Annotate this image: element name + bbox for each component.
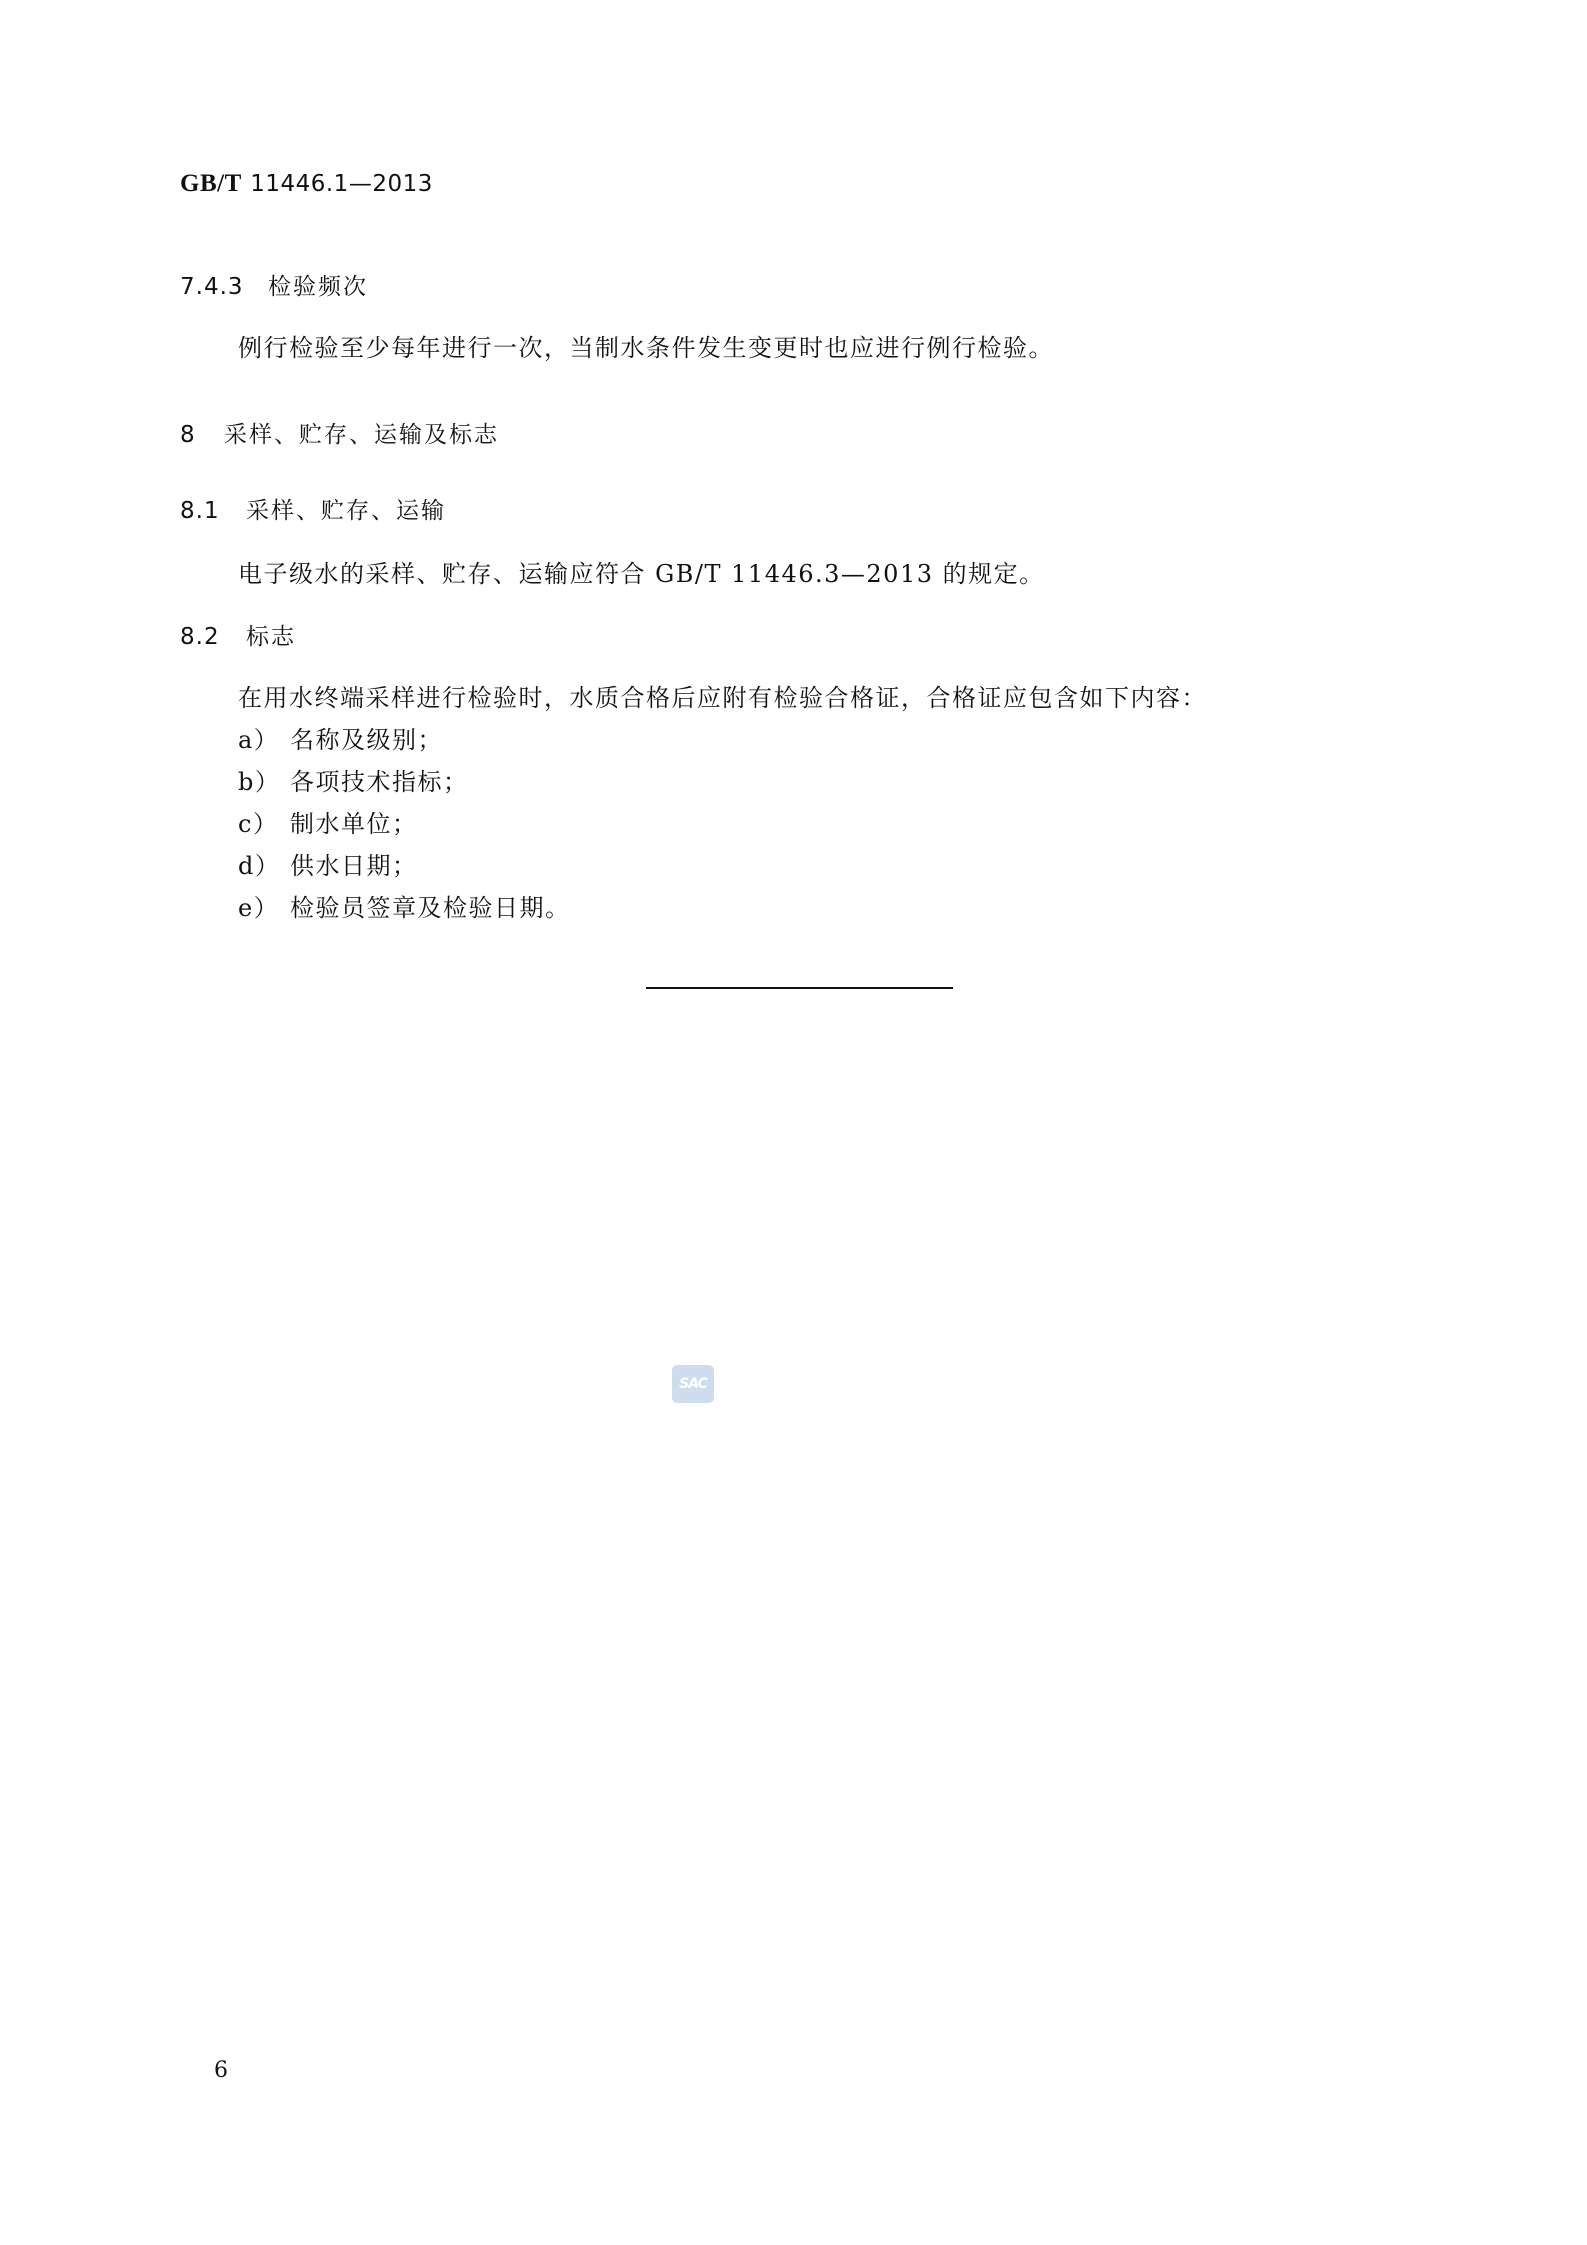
end-rule	[646, 987, 953, 989]
list-item	[238, 762, 469, 797]
paragraph-7-4-3: 例行检验至少每年进行一次，当制水条件发生变更时也应进行例行检验。	[238, 334, 1054, 362]
list-item-text: 名称及级别；	[290, 726, 443, 754]
list-item-text: 制水单位；	[290, 810, 418, 838]
list-item	[238, 846, 418, 881]
page-number: 6	[214, 2058, 228, 2083]
heading-number: 7.4.3	[180, 274, 244, 300]
list-item-label: c）	[238, 810, 279, 838]
heading-title: 标志	[246, 624, 296, 650]
heading-number: 8	[180, 422, 196, 448]
list-item	[238, 804, 418, 839]
heading-number: 8.2	[180, 624, 220, 650]
standard-number: 11446.1—2013	[250, 171, 433, 197]
list-item-label: d）	[238, 852, 281, 880]
list-item-label: b）	[238, 768, 281, 796]
heading-number: 8.1	[180, 498, 220, 524]
sac-watermark-logo: SAC	[672, 1365, 714, 1403]
list-item-text: 检验员签章及检验日期。	[290, 894, 571, 922]
heading-title: 采样、贮存、运输	[246, 498, 446, 524]
list-item-label: e）	[238, 894, 280, 922]
list-item	[238, 720, 443, 755]
list-item-text: 各项技术指标；	[290, 768, 469, 796]
heading-7-4-3	[180, 268, 368, 301]
standard-code	[180, 168, 433, 198]
paragraph-8-1: 电子级水的采样、贮存、运输应符合 GB/T 11446.3—2013 的规定。	[238, 560, 1045, 588]
list-item-text: 供水日期；	[290, 852, 418, 880]
list-item-label: a）	[238, 726, 280, 754]
standard-prefix: GB/T	[180, 170, 242, 197]
heading-8-2	[180, 618, 296, 651]
heading-title: 采样、贮存、运输及标志	[224, 422, 499, 448]
list-item	[238, 888, 571, 923]
paragraph-8-2: 在用水终端采样进行检验时，水质合格后应附有检验合格证，合格证应包含如下内容：	[238, 684, 1207, 712]
heading-title: 检验频次	[268, 274, 368, 300]
heading-8	[180, 416, 499, 449]
heading-8-1	[180, 492, 446, 525]
